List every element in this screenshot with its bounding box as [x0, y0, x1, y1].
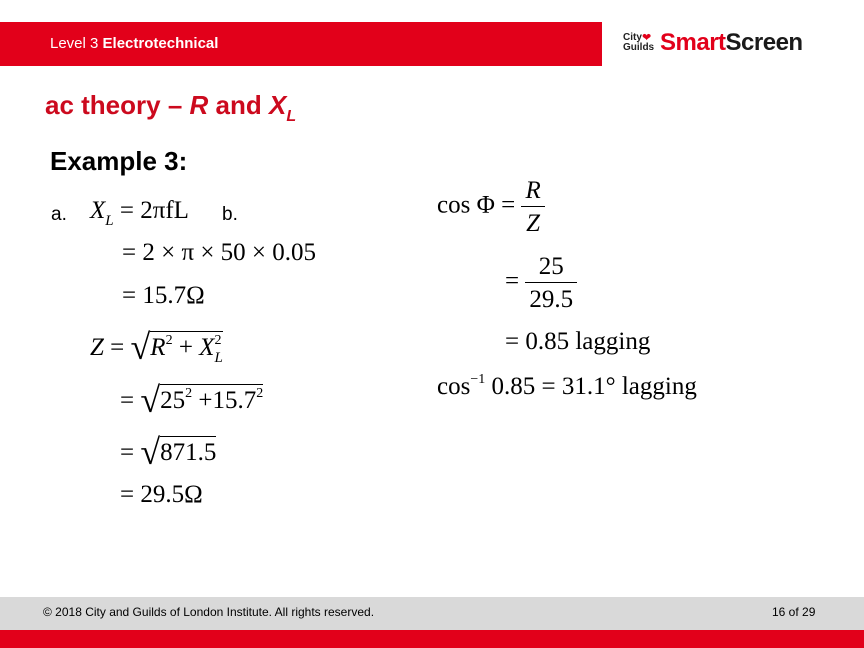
example-heading: Example 3: [50, 146, 188, 176]
z-step-2: = √871.5 [120, 432, 217, 472]
r-over-z-fraction: $\frac{R}{Z}$ [521, 178, 544, 236]
phase-angle-result: $\cos^{-1} 0.85 = 31.1^\circ$ lagging [437, 372, 697, 400]
radicand: 871.5 [160, 436, 216, 466]
radicand: $25^2 +15.7^2$ [160, 386, 264, 414]
course-level [50, 35, 218, 52]
z-formula: $Z = √R^2 + X^2_L$ [90, 327, 223, 367]
part-a-label: a. [51, 204, 67, 225]
page-number: 16 of 29 [772, 605, 816, 619]
z-step-1: = $√25^2 +15.7^2$ [120, 380, 264, 420]
subject-label: Electrotechnical [102, 35, 219, 52]
slide-title: ac theory – R and $X_L$ [45, 90, 297, 125]
smartscreen-wordmark: SmartScreen [660, 29, 803, 56]
copyright-notice: © 2018 City and Guilds of London Institute. All rights reserved. [43, 605, 375, 619]
bottom-accent-bar [0, 630, 864, 648]
cos-phi-substitution: = $\frac{25}{29.5}$ [505, 254, 577, 312]
sqrt-symbol: √ [140, 432, 161, 472]
xl-step-2: = 15.7Ω [122, 282, 205, 309]
xl-formula: $X_L = 2\pi fL$ [90, 197, 189, 229]
power-factor-result: = 0.85 lagging [505, 328, 651, 355]
z-result: = 29.5Ω [120, 481, 203, 508]
level-label: Level 3 [50, 35, 99, 52]
radicand: $R^2 + X^2_L$ [150, 333, 223, 366]
xl-step-1: = 2 × π × 50 × 0.05 [122, 239, 317, 266]
cos-phi-formula: cos Φ = $\frac{R}{Z}$ [437, 178, 545, 236]
city-guilds-wordmark: City Guilds [623, 32, 655, 53]
numeric-fraction: $\frac{25}{29.5}$ [525, 254, 577, 312]
sqrt-symbol: √ [130, 327, 151, 367]
part-b-label: b. [222, 204, 238, 225]
sqrt-symbol: √ [140, 380, 161, 420]
heart-icon: ❤ [642, 32, 652, 44]
smartscreen-logo [623, 30, 823, 60]
